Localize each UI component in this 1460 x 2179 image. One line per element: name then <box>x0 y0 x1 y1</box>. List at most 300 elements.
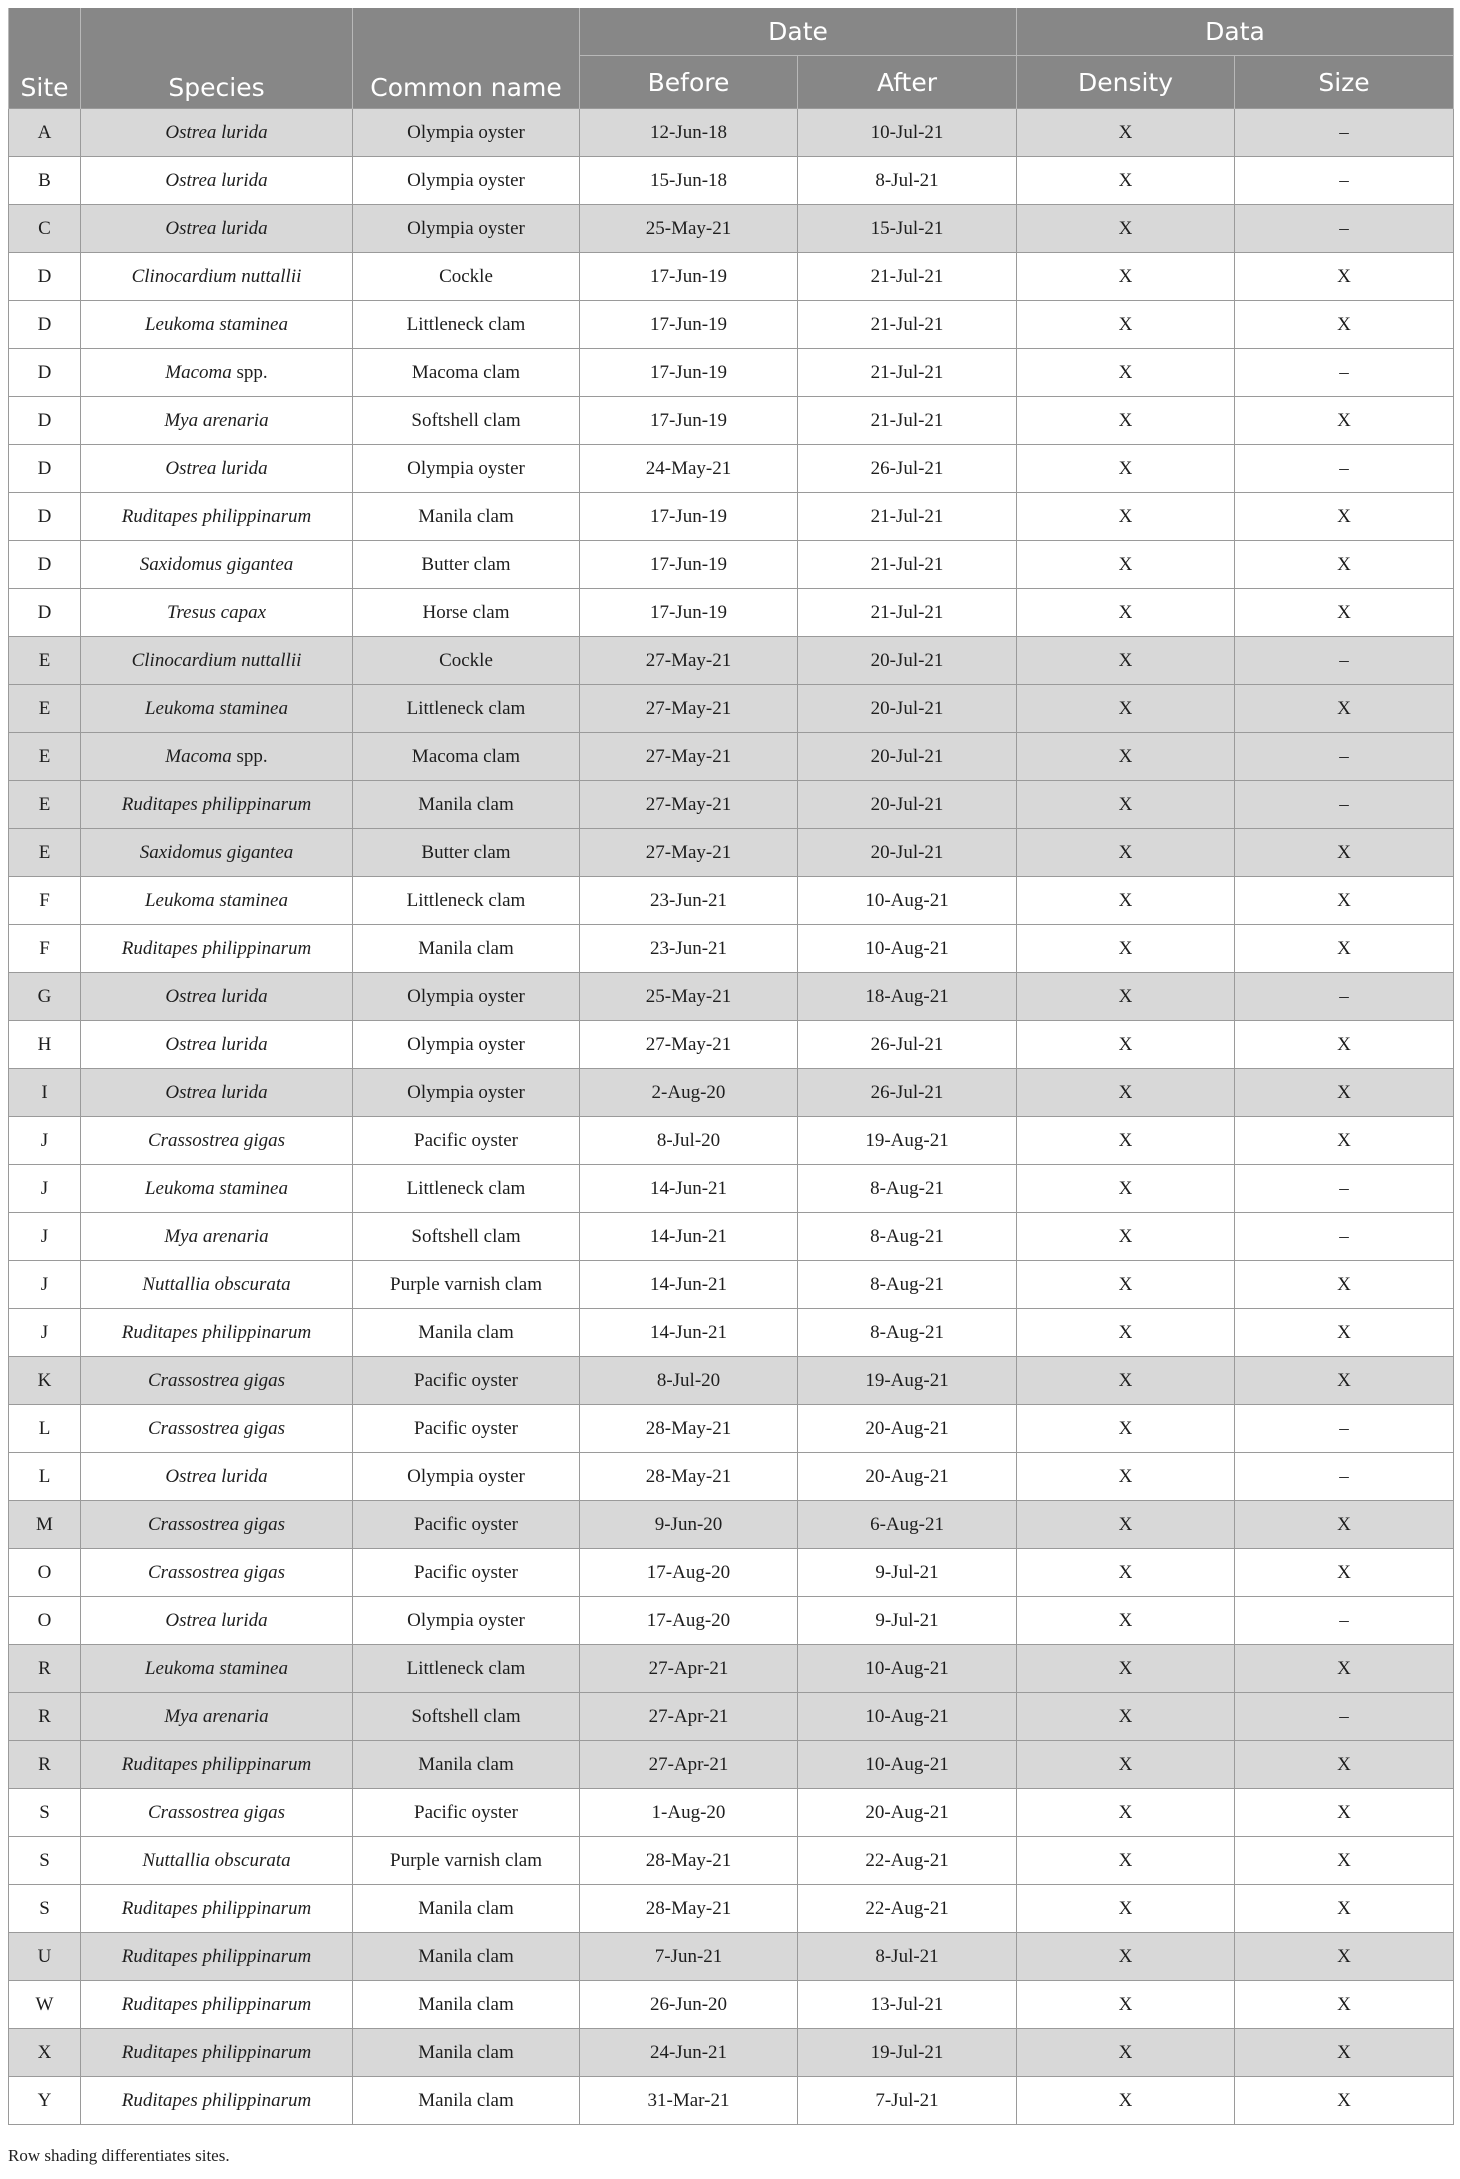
date-before-cell: 17-Jun-19 <box>580 493 798 541</box>
species-cell <box>81 637 353 685</box>
species-name: Crassostrea gigas <box>147 1417 286 1439</box>
size-cell: X <box>1235 1933 1454 1981</box>
density-cell: X <box>1017 637 1235 685</box>
table-row <box>9 1309 1454 1357</box>
table-row <box>9 1789 1454 1837</box>
date-after-cell: 8-Aug-21 <box>798 1213 1017 1261</box>
species-cell <box>81 1261 353 1309</box>
size-cell: – <box>1235 637 1454 685</box>
size-cell: X <box>1235 493 1454 541</box>
common-name-cell: Manila clam <box>353 1981 580 2029</box>
size-cell: X <box>1235 301 1454 349</box>
site-cell: C <box>9 205 81 253</box>
density-cell: X <box>1017 397 1235 445</box>
density-cell: X <box>1017 1981 1235 2029</box>
size-cell: – <box>1235 1597 1454 1645</box>
table-row <box>9 925 1454 973</box>
density-cell: X <box>1017 1501 1235 1549</box>
density-cell: X <box>1017 1789 1235 1837</box>
species-name: Ruditapes philippinarum <box>121 1945 312 1967</box>
species-name: Mya arenaria <box>164 1225 269 1247</box>
site-cell: D <box>9 541 81 589</box>
header-after: After <box>798 56 1017 109</box>
species-name: Ostrea lurida <box>165 457 268 479</box>
density-cell: X <box>1017 781 1235 829</box>
species-name: Saxidomus gigantea <box>139 553 294 575</box>
common-name-cell: Olympia oyster <box>353 1021 580 1069</box>
common-name-cell: Manila clam <box>353 2029 580 2077</box>
density-cell: X <box>1017 205 1235 253</box>
date-before-cell: 27-May-21 <box>580 637 798 685</box>
date-after-cell: 8-Jul-21 <box>798 157 1017 205</box>
common-name-cell: Littleneck clam <box>353 301 580 349</box>
size-cell: – <box>1235 781 1454 829</box>
date-after-cell: 10-Aug-21 <box>798 1645 1017 1693</box>
date-after-cell: 20-Jul-21 <box>798 733 1017 781</box>
site-cell: U <box>9 1933 81 1981</box>
site-cell: A <box>9 109 81 157</box>
species-cell <box>81 1885 353 1933</box>
table-row <box>9 1213 1454 1261</box>
species-suffix: spp. <box>231 745 268 767</box>
table-row <box>9 541 1454 589</box>
site-cell: R <box>9 1741 81 1789</box>
size-cell: X <box>1235 685 1454 733</box>
species-name: Ruditapes philippinarum <box>121 2041 312 2063</box>
date-before-cell: 8-Jul-20 <box>580 1357 798 1405</box>
density-cell: X <box>1017 925 1235 973</box>
species-name: Ruditapes philippinarum <box>121 505 312 527</box>
common-name-cell: Manila clam <box>353 2077 580 2125</box>
common-name-cell: Macoma clam <box>353 733 580 781</box>
site-cell: E <box>9 829 81 877</box>
site-cell: F <box>9 925 81 973</box>
species-name: Ruditapes philippinarum <box>121 1897 312 1919</box>
size-cell: – <box>1235 157 1454 205</box>
date-after-cell: 21-Jul-21 <box>798 589 1017 637</box>
species-cell <box>81 1453 353 1501</box>
table-row <box>9 1021 1454 1069</box>
date-before-cell: 27-May-21 <box>580 781 798 829</box>
site-cell: E <box>9 733 81 781</box>
date-before-cell: 27-Apr-21 <box>580 1693 798 1741</box>
table-row <box>9 205 1454 253</box>
size-cell: – <box>1235 973 1454 1021</box>
site-cell: X <box>9 2029 81 2077</box>
date-before-cell: 2-Aug-20 <box>580 1069 798 1117</box>
density-cell: X <box>1017 1261 1235 1309</box>
date-after-cell: 20-Aug-21 <box>798 1405 1017 1453</box>
species-cell <box>81 493 353 541</box>
species-name: Ostrea lurida <box>165 1033 268 1055</box>
table-row <box>9 1981 1454 2029</box>
density-cell: X <box>1017 1309 1235 1357</box>
density-cell: X <box>1017 1069 1235 1117</box>
species-cell <box>81 733 353 781</box>
density-cell: X <box>1017 1453 1235 1501</box>
species-cell <box>81 1069 353 1117</box>
date-after-cell: 10-Jul-21 <box>798 109 1017 157</box>
table-row <box>9 2029 1454 2077</box>
site-cell: I <box>9 1069 81 1117</box>
size-cell: – <box>1235 205 1454 253</box>
date-after-cell: 9-Jul-21 <box>798 1549 1017 1597</box>
size-cell: – <box>1235 1405 1454 1453</box>
site-cell: F <box>9 877 81 925</box>
site-cell: J <box>9 1165 81 1213</box>
table-row <box>9 1837 1454 1885</box>
size-cell: X <box>1235 397 1454 445</box>
site-cell: L <box>9 1453 81 1501</box>
date-after-cell: 26-Jul-21 <box>798 1021 1017 1069</box>
size-cell: X <box>1235 1981 1454 2029</box>
size-cell: X <box>1235 1837 1454 1885</box>
table-row <box>9 1933 1454 1981</box>
size-cell: X <box>1235 253 1454 301</box>
date-after-cell: 19-Aug-21 <box>798 1117 1017 1165</box>
site-cell: R <box>9 1693 81 1741</box>
date-before-cell: 24-May-21 <box>580 445 798 493</box>
date-after-cell: 18-Aug-21 <box>798 973 1017 1021</box>
species-name: Macoma <box>165 745 232 767</box>
size-cell: X <box>1235 1261 1454 1309</box>
date-after-cell: 20-Aug-21 <box>798 1789 1017 1837</box>
common-name-cell: Littleneck clam <box>353 1645 580 1693</box>
date-before-cell: 27-May-21 <box>580 733 798 781</box>
size-cell: X <box>1235 1741 1454 1789</box>
date-after-cell: 8-Aug-21 <box>798 1309 1017 1357</box>
header-species: Species <box>81 8 353 109</box>
size-cell: – <box>1235 349 1454 397</box>
species-cell <box>81 1837 353 1885</box>
species-cell <box>81 1309 353 1357</box>
density-cell: X <box>1017 349 1235 397</box>
species-name: Mya arenaria <box>164 409 269 431</box>
table-row <box>9 1405 1454 1453</box>
common-name-cell: Softshell clam <box>353 397 580 445</box>
size-cell: – <box>1235 1165 1454 1213</box>
common-name-cell: Macoma clam <box>353 349 580 397</box>
date-after-cell: 8-Jul-21 <box>798 1933 1017 1981</box>
common-name-cell: Pacific oyster <box>353 1501 580 1549</box>
density-cell: X <box>1017 973 1235 1021</box>
density-cell: X <box>1017 493 1235 541</box>
species-cell <box>81 2077 353 2125</box>
common-name-cell: Cockle <box>353 253 580 301</box>
size-cell: X <box>1235 829 1454 877</box>
site-cell: W <box>9 1981 81 2029</box>
size-cell: X <box>1235 541 1454 589</box>
site-cell: D <box>9 589 81 637</box>
table-row <box>9 973 1454 1021</box>
size-cell: X <box>1235 1501 1454 1549</box>
density-cell: X <box>1017 733 1235 781</box>
date-before-cell: 27-May-21 <box>580 829 798 877</box>
species-cell <box>81 1021 353 1069</box>
species-name: Nuttallia obscurata <box>142 1273 291 1295</box>
common-name-cell: Olympia oyster <box>353 973 580 1021</box>
date-before-cell: 8-Jul-20 <box>580 1117 798 1165</box>
table-row <box>9 685 1454 733</box>
site-cell: K <box>9 1357 81 1405</box>
species-cell <box>81 1165 353 1213</box>
species-name: Crassostrea gigas <box>147 1513 286 1535</box>
species-cell <box>81 1741 353 1789</box>
date-after-cell: 21-Jul-21 <box>798 541 1017 589</box>
species-name: Clinocardium nuttallii <box>131 649 302 671</box>
density-cell: X <box>1017 541 1235 589</box>
species-name: Clinocardium nuttallii <box>131 265 302 287</box>
species-name: Ruditapes philippinarum <box>121 793 312 815</box>
date-after-cell: 10-Aug-21 <box>798 1741 1017 1789</box>
common-name-cell: Pacific oyster <box>353 1549 580 1597</box>
size-cell: X <box>1235 1645 1454 1693</box>
date-after-cell: 26-Jul-21 <box>798 445 1017 493</box>
table-row <box>9 397 1454 445</box>
site-cell: O <box>9 1549 81 1597</box>
common-name-cell: Littleneck clam <box>353 1165 580 1213</box>
species-name: Crassostrea gigas <box>147 1369 286 1391</box>
size-cell: – <box>1235 733 1454 781</box>
table-row <box>9 1165 1454 1213</box>
table-row <box>9 493 1454 541</box>
date-before-cell: 17-Aug-20 <box>580 1597 798 1645</box>
table-row <box>9 1357 1454 1405</box>
date-before-cell: 17-Jun-19 <box>580 589 798 637</box>
sampling-table <box>8 8 1454 2125</box>
density-cell: X <box>1017 1597 1235 1645</box>
density-cell: X <box>1017 685 1235 733</box>
common-name-cell: Olympia oyster <box>353 109 580 157</box>
species-name: Ruditapes philippinarum <box>121 1321 312 1343</box>
species-cell <box>81 157 353 205</box>
site-cell: L <box>9 1405 81 1453</box>
date-before-cell: 17-Jun-19 <box>580 253 798 301</box>
table-row <box>9 1741 1454 1789</box>
date-before-cell: 27-Apr-21 <box>580 1645 798 1693</box>
species-cell <box>81 781 353 829</box>
size-cell: – <box>1235 445 1454 493</box>
common-name-cell: Manila clam <box>353 1741 580 1789</box>
size-cell: – <box>1235 1213 1454 1261</box>
table-row <box>9 445 1454 493</box>
table-row <box>9 1501 1454 1549</box>
table-row <box>9 253 1454 301</box>
date-after-cell: 21-Jul-21 <box>798 493 1017 541</box>
size-cell: X <box>1235 877 1454 925</box>
table-row <box>9 1453 1454 1501</box>
species-cell <box>81 1405 353 1453</box>
species-cell <box>81 301 353 349</box>
header-density: Density <box>1017 56 1235 109</box>
common-name-cell: Littleneck clam <box>353 877 580 925</box>
species-name: Macoma <box>165 361 232 383</box>
site-cell: E <box>9 781 81 829</box>
species-name: Ostrea lurida <box>165 169 268 191</box>
table-row <box>9 1693 1454 1741</box>
date-before-cell: 28-May-21 <box>580 1453 798 1501</box>
date-after-cell: 22-Aug-21 <box>798 1837 1017 1885</box>
table-row <box>9 637 1454 685</box>
date-before-cell: 26-Jun-20 <box>580 1981 798 2029</box>
date-before-cell: 28-May-21 <box>580 1837 798 1885</box>
common-name-cell: Olympia oyster <box>353 1597 580 1645</box>
species-name: Leukoma staminea <box>144 889 288 911</box>
species-name: Ruditapes philippinarum <box>121 2089 312 2111</box>
species-cell <box>81 1789 353 1837</box>
date-after-cell: 26-Jul-21 <box>798 1069 1017 1117</box>
size-cell: X <box>1235 1309 1454 1357</box>
density-cell: X <box>1017 1165 1235 1213</box>
common-name-cell: Olympia oyster <box>353 445 580 493</box>
density-cell: X <box>1017 1021 1235 1069</box>
species-cell <box>81 541 353 589</box>
date-before-cell: 17-Jun-19 <box>580 301 798 349</box>
common-name-cell: Olympia oyster <box>353 205 580 253</box>
species-cell <box>81 445 353 493</box>
date-after-cell: 20-Jul-21 <box>798 637 1017 685</box>
date-before-cell: 27-May-21 <box>580 1021 798 1069</box>
species-cell <box>81 925 353 973</box>
table-row <box>9 589 1454 637</box>
common-name-cell: Littleneck clam <box>353 685 580 733</box>
density-cell: X <box>1017 1549 1235 1597</box>
size-cell: X <box>1235 2077 1454 2125</box>
density-cell: X <box>1017 1645 1235 1693</box>
site-cell: D <box>9 301 81 349</box>
common-name-cell: Butter clam <box>353 829 580 877</box>
table-row <box>9 877 1454 925</box>
density-cell: X <box>1017 2077 1235 2125</box>
density-cell: X <box>1017 301 1235 349</box>
species-cell <box>81 205 353 253</box>
density-cell: X <box>1017 109 1235 157</box>
date-after-cell: 8-Aug-21 <box>798 1165 1017 1213</box>
site-cell: J <box>9 1117 81 1165</box>
table-row <box>9 1117 1454 1165</box>
size-cell: X <box>1235 2029 1454 2077</box>
species-cell <box>81 1117 353 1165</box>
date-before-cell: 28-May-21 <box>580 1885 798 1933</box>
size-cell: – <box>1235 1453 1454 1501</box>
date-before-cell: 25-May-21 <box>580 205 798 253</box>
header-common-name: Common name <box>353 8 580 109</box>
table-row <box>9 1597 1454 1645</box>
table-row <box>9 2077 1454 2125</box>
date-before-cell: 15-Jun-18 <box>580 157 798 205</box>
date-after-cell: 20-Jul-21 <box>798 829 1017 877</box>
species-cell <box>81 973 353 1021</box>
common-name-cell: Manila clam <box>353 1309 580 1357</box>
density-cell: X <box>1017 1741 1235 1789</box>
common-name-cell: Butter clam <box>353 541 580 589</box>
site-cell: G <box>9 973 81 1021</box>
date-before-cell: 12-Jun-18 <box>580 109 798 157</box>
header-date-group: Date <box>580 8 1017 56</box>
date-after-cell: 19-Jul-21 <box>798 2029 1017 2077</box>
density-cell: X <box>1017 1933 1235 1981</box>
table-row <box>9 1549 1454 1597</box>
site-cell: J <box>9 1261 81 1309</box>
data-table-container <box>8 8 1453 2125</box>
species-name: Leukoma staminea <box>144 697 288 719</box>
size-cell: X <box>1235 1117 1454 1165</box>
header-size: Size <box>1235 56 1454 109</box>
density-cell: X <box>1017 1885 1235 1933</box>
species-cell <box>81 877 353 925</box>
common-name-cell: Pacific oyster <box>353 1357 580 1405</box>
species-name: Leukoma staminea <box>144 1177 288 1199</box>
density-cell: X <box>1017 1837 1235 1885</box>
date-before-cell: 17-Jun-19 <box>580 349 798 397</box>
table-footnote: Row shading differentiates sites. <box>8 2146 230 2165</box>
site-cell: E <box>9 685 81 733</box>
table-row <box>9 1069 1454 1117</box>
date-before-cell: 14-Jun-21 <box>580 1213 798 1261</box>
site-cell: D <box>9 349 81 397</box>
table-row <box>9 109 1454 157</box>
size-cell: X <box>1235 1069 1454 1117</box>
site-cell: R <box>9 1645 81 1693</box>
date-after-cell: 21-Jul-21 <box>798 253 1017 301</box>
common-name-cell: Olympia oyster <box>353 1069 580 1117</box>
common-name-cell: Softshell clam <box>353 1693 580 1741</box>
species-name: Ostrea lurida <box>165 985 268 1007</box>
common-name-cell: Horse clam <box>353 589 580 637</box>
density-cell: X <box>1017 2029 1235 2077</box>
species-cell <box>81 2029 353 2077</box>
date-before-cell: 27-Apr-21 <box>580 1741 798 1789</box>
size-cell: X <box>1235 1549 1454 1597</box>
species-cell <box>81 109 353 157</box>
common-name-cell: Olympia oyster <box>353 157 580 205</box>
species-cell <box>81 1597 353 1645</box>
common-name-cell: Purple varnish clam <box>353 1261 580 1309</box>
common-name-cell: Pacific oyster <box>353 1117 580 1165</box>
common-name-cell: Purple varnish clam <box>353 1837 580 1885</box>
species-name: Ruditapes philippinarum <box>121 1753 312 1775</box>
site-cell: M <box>9 1501 81 1549</box>
species-cell <box>81 349 353 397</box>
density-cell: X <box>1017 157 1235 205</box>
species-name: Saxidomus gigantea <box>139 841 294 863</box>
common-name-cell: Manila clam <box>353 1933 580 1981</box>
size-cell: X <box>1235 1357 1454 1405</box>
size-cell: X <box>1235 1789 1454 1837</box>
date-after-cell: 7-Jul-21 <box>798 2077 1017 2125</box>
density-cell: X <box>1017 1213 1235 1261</box>
species-name: Ostrea lurida <box>165 121 268 143</box>
date-before-cell: 14-Jun-21 <box>580 1309 798 1357</box>
date-before-cell: 17-Jun-19 <box>580 541 798 589</box>
date-after-cell: 21-Jul-21 <box>798 349 1017 397</box>
date-before-cell: 23-Jun-21 <box>580 925 798 973</box>
date-before-cell: 14-Jun-21 <box>580 1261 798 1309</box>
species-cell <box>81 1501 353 1549</box>
table-row <box>9 301 1454 349</box>
table-row <box>9 829 1454 877</box>
date-before-cell: 23-Jun-21 <box>580 877 798 925</box>
date-after-cell: 6-Aug-21 <box>798 1501 1017 1549</box>
site-cell: S <box>9 1837 81 1885</box>
date-before-cell: 28-May-21 <box>580 1405 798 1453</box>
date-after-cell: 22-Aug-21 <box>798 1885 1017 1933</box>
density-cell: X <box>1017 1405 1235 1453</box>
site-cell: D <box>9 253 81 301</box>
species-suffix: spp. <box>231 361 268 383</box>
species-cell <box>81 1933 353 1981</box>
date-after-cell: 9-Jul-21 <box>798 1597 1017 1645</box>
